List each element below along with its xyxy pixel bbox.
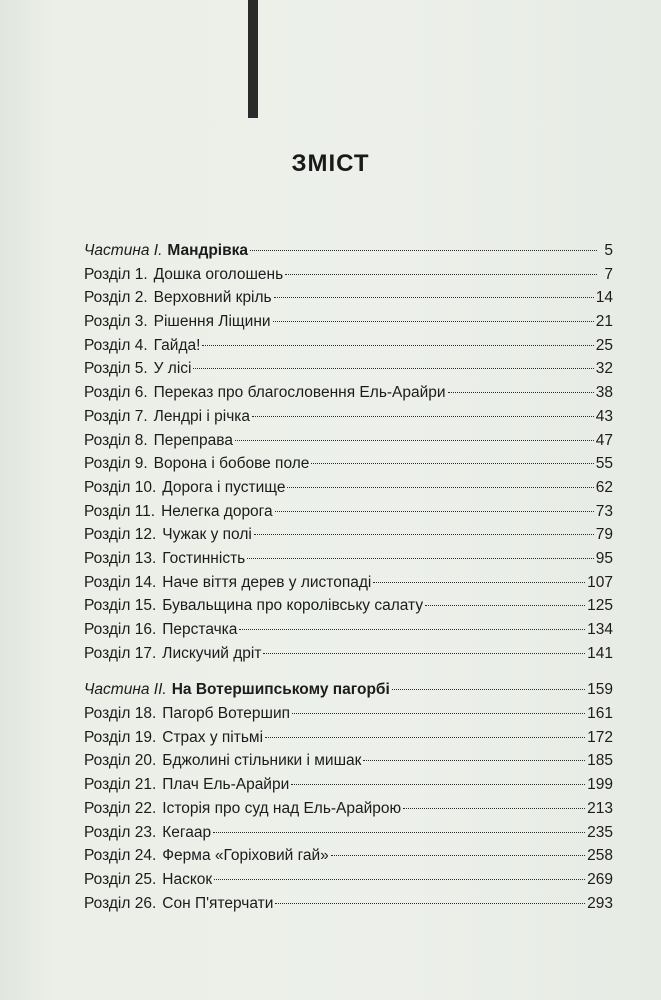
toc-chapter-entry[interactable]	[84, 476, 613, 500]
dot-leader	[235, 440, 594, 441]
toc-chapter-entry[interactable]	[84, 749, 613, 773]
dot-leader	[425, 605, 585, 606]
toc-chapter-entry[interactable]	[84, 821, 613, 845]
page-title: ЗМІСТ	[291, 150, 370, 177]
chapter-name: Переправа	[153, 431, 233, 449]
page-number: 107	[587, 573, 613, 591]
dot-leader	[239, 629, 585, 630]
dot-leader	[403, 808, 585, 809]
toc-chapter-entry[interactable]	[84, 381, 613, 405]
page-number: 62	[595, 478, 613, 496]
toc-chapter-entry[interactable]	[84, 429, 613, 453]
dot-leader	[292, 713, 585, 714]
page-number: 269	[587, 870, 613, 888]
chapter-name: Переказ про благословення Ель-Арайри	[153, 384, 446, 402]
dot-leader	[214, 879, 585, 880]
chapter-name: Кегаар	[162, 823, 212, 841]
chapter-name: Пагорб Вотершип	[162, 705, 291, 723]
part-name: На Вотершипському пагорбі	[171, 681, 390, 699]
toc-chapter-entry[interactable]	[84, 892, 613, 916]
dot-leader	[275, 903, 585, 904]
page-number: 185	[587, 752, 613, 770]
dot-leader	[275, 511, 594, 512]
toc-part-entry[interactable]	[84, 239, 613, 263]
chapter-name: Страх у пітьмі	[162, 728, 264, 746]
toc-chapter-entry[interactable]	[84, 334, 613, 358]
page-number: 172	[587, 728, 613, 746]
chapter-name: Плач Ель-Арайри	[162, 776, 290, 794]
page-number: 95	[595, 549, 613, 567]
toc-chapter-entry[interactable]	[84, 452, 613, 476]
chapter-label: Розділ 24.	[84, 847, 157, 865]
dot-leader	[254, 534, 594, 535]
dot-leader	[250, 250, 597, 251]
page-number: 73	[595, 502, 613, 520]
chapter-label: Розділ 14.	[84, 573, 157, 591]
chapter-label: Розділ 3.	[84, 313, 148, 331]
chapter-name: Історія про суд над Ель-Арайрою	[162, 799, 402, 817]
chapter-name: Сон П'ятерчати	[162, 894, 274, 912]
dot-leader	[311, 463, 593, 464]
part-label: Частина I.	[84, 242, 163, 259]
toc-chapter-entry[interactable]	[84, 523, 613, 547]
toc-chapter-entry[interactable]	[84, 868, 613, 892]
dot-leader	[331, 855, 585, 856]
page-number: 25	[595, 336, 613, 354]
page-number: 258	[587, 847, 613, 865]
chapter-name: Лендрі і річка	[153, 407, 251, 425]
chapter-label: Розділ 26.	[84, 894, 157, 912]
chapter-label: Розділ 21.	[84, 776, 157, 794]
dot-leader	[287, 487, 593, 488]
chapter-label: Розділ 16.	[84, 621, 157, 638]
toc-chapter-entry[interactable]	[84, 844, 613, 868]
chapter-name: Нелегка дорога	[161, 502, 273, 520]
toc-chapter-entry[interactable]	[84, 405, 613, 429]
chapter-label: Розділ 25.	[84, 870, 157, 888]
dot-leader	[202, 345, 593, 346]
part-spacer	[84, 665, 613, 678]
toc-chapter-entry[interactable]	[84, 642, 613, 666]
chapter-label: Розділ 20.	[84, 752, 157, 770]
page-number: 32	[595, 360, 613, 378]
toc-chapter-entry[interactable]	[84, 571, 613, 595]
chapter-label: Розділ 6.	[84, 384, 148, 402]
chapter-label: Розділ 22.	[84, 799, 157, 817]
page-number: 21	[595, 313, 613, 331]
chapter-name: Лискучий дріт	[162, 644, 262, 662]
chapter-name: Наче віття дерев у листопаді	[162, 573, 372, 591]
page-number: 159	[587, 681, 613, 699]
toc-chapter-entry[interactable]	[84, 797, 613, 821]
chapter-name: Дошка оголошень	[153, 265, 284, 283]
chapter-name: У лісі	[153, 360, 192, 378]
table-of-contents	[84, 239, 613, 915]
chapter-label: Розділ 10.	[84, 478, 157, 496]
chapter-label: Розділ 8.	[84, 431, 148, 449]
page-number: 134	[587, 621, 613, 638]
dot-leader	[265, 737, 585, 738]
page-number: 235	[587, 823, 613, 841]
page-edge-bar	[248, 0, 258, 118]
chapter-name: Ферма «Горіховий гай»	[162, 847, 329, 865]
part-label: Частина II.	[84, 681, 167, 699]
dot-leader	[448, 392, 594, 393]
dot-leader	[252, 416, 594, 417]
chapter-name: Рішення Ліщини	[153, 313, 271, 331]
page-number: 5	[604, 242, 613, 259]
page-number: 14	[595, 289, 613, 307]
toc-chapter-entry[interactable]	[84, 726, 613, 750]
toc-chapter-entry[interactable]	[84, 547, 613, 571]
chapter-name: Дорога і пустище	[162, 478, 286, 496]
page-number: 161	[587, 705, 613, 723]
dot-leader	[274, 297, 594, 298]
dot-leader	[273, 321, 594, 322]
chapter-label: Розділ 23.	[84, 823, 157, 841]
page-number: 199	[587, 776, 613, 794]
page-number: 79	[595, 526, 613, 544]
page-number: 293	[587, 894, 613, 912]
chapter-label: Розділ 18.	[84, 705, 157, 723]
chapter-label: Розділ 11.	[84, 502, 156, 520]
toc-chapter-entry[interactable]	[84, 357, 613, 381]
dot-leader	[247, 558, 594, 559]
toc-chapter-entry[interactable]	[84, 618, 613, 642]
chapter-label: Розділ 5.	[84, 360, 148, 378]
dot-leader	[373, 582, 585, 583]
dot-leader	[213, 832, 585, 833]
toc-chapter-entry[interactable]	[84, 773, 613, 797]
chapter-label: Розділ 12.	[84, 526, 157, 544]
toc-chapter-entry[interactable]	[84, 702, 613, 726]
page-number: 47	[595, 431, 613, 449]
chapter-name: Бувальщина про королівську салату	[162, 597, 424, 615]
chapter-label: Розділ 7.	[84, 407, 148, 425]
toc-chapter-entry[interactable]	[84, 594, 613, 618]
part-name: Мандрівка	[167, 242, 249, 259]
page-number: 55	[595, 455, 613, 473]
chapter-label: Розділ 1.	[84, 265, 148, 283]
dot-leader	[263, 653, 585, 654]
dot-leader	[392, 689, 585, 690]
chapter-name: Наскок	[162, 870, 213, 888]
chapter-name: Чужак у полі	[162, 526, 252, 544]
page-number: 43	[595, 407, 613, 425]
chapter-label: Розділ 9.	[84, 455, 148, 473]
chapter-label: Розділ 19.	[84, 728, 157, 746]
page-number: 213	[587, 799, 613, 817]
page-number: 7	[604, 265, 613, 283]
chapter-name: Гостинність	[162, 549, 246, 567]
chapter-label: Розділ 4.	[84, 336, 148, 354]
chapter-name: Ворона і бобове поле	[153, 455, 310, 473]
chapter-name: Перстачка	[162, 621, 238, 638]
dot-leader	[363, 760, 585, 761]
dot-leader	[291, 784, 585, 785]
dot-leader	[285, 274, 597, 275]
chapter-name: Гайда!	[153, 336, 201, 354]
toc-chapter-entry[interactable]	[84, 286, 613, 310]
page-number: 125	[587, 597, 613, 615]
toc-chapter-entry[interactable]	[84, 263, 613, 287]
toc-chapter-entry[interactable]	[84, 500, 613, 524]
chapter-label: Розділ 15.	[84, 597, 157, 615]
chapter-label: Розділ 17.	[84, 644, 157, 662]
chapter-name: Верховний кріль	[153, 289, 272, 307]
toc-chapter-entry[interactable]	[84, 310, 613, 334]
toc-part-entry[interactable]	[84, 678, 613, 702]
page-number: 38	[595, 384, 613, 402]
page-number: 141	[587, 644, 613, 662]
chapter-label: Розділ 13.	[84, 549, 157, 567]
chapter-name: Бджолині стільники і мишак	[162, 752, 362, 770]
chapter-label: Розділ 2.	[84, 289, 148, 307]
dot-leader	[193, 368, 593, 369]
